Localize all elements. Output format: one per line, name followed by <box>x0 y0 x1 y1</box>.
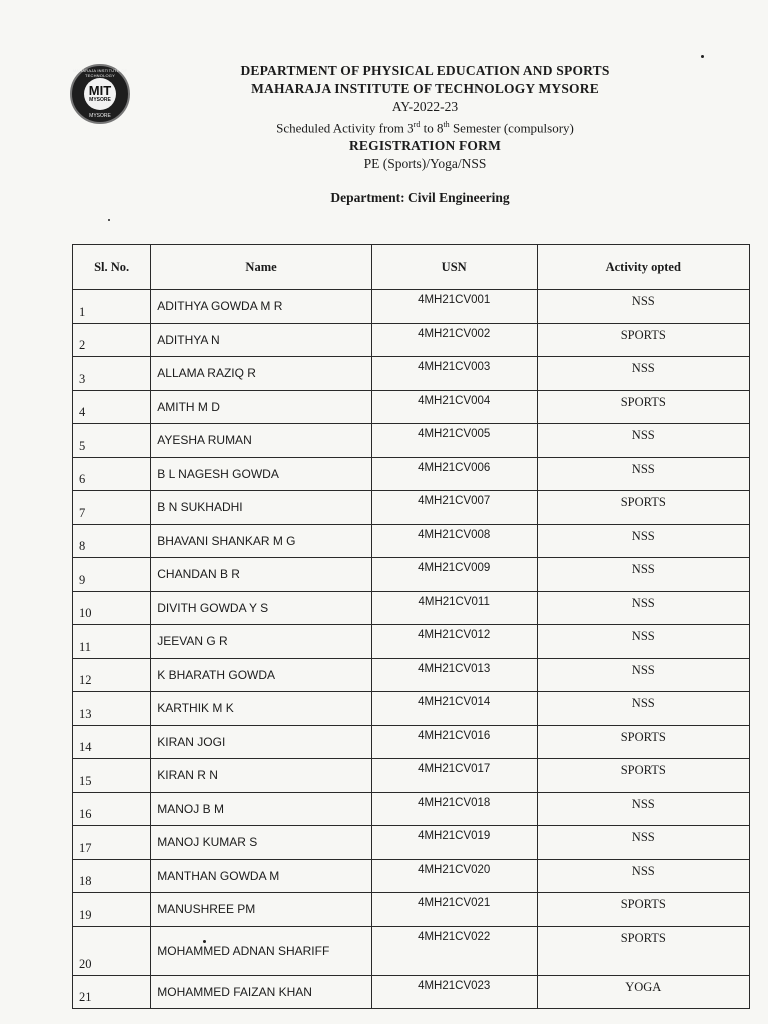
cell-usn: 4MH21CV012 <box>371 625 537 659</box>
table-row <box>73 491 750 525</box>
cell-usn: 4MH21CV003 <box>371 357 537 391</box>
cell-sl-no: 13 <box>73 692 151 726</box>
cell-name: MOHAMMED ADNAN SHARIFF <box>151 926 372 975</box>
cell-sl-no: 8 <box>73 524 151 558</box>
table-row <box>73 859 750 893</box>
cell-sl-no: 3 <box>73 357 151 391</box>
table-row <box>73 524 750 558</box>
table-row <box>73 725 750 759</box>
schedule-mid: to 8 <box>420 120 444 136</box>
table-row <box>73 893 750 927</box>
department-title: DEPARTMENT OF PHYSICAL EDUCATION AND SPORTS <box>240 63 610 78</box>
cell-name: K BHARATH GOWDA <box>151 658 372 692</box>
cell-usn: 4MH21CV018 <box>371 792 537 826</box>
cell-usn: 4MH21CV020 <box>371 859 537 893</box>
logo-city: MYSORE <box>89 97 111 103</box>
scan-speck <box>701 55 704 58</box>
cell-usn: 4MH21CV008 <box>371 524 537 558</box>
table-row <box>73 759 750 793</box>
cell-name: MOHAMMED FAIZAN KHAN <box>151 975 372 1009</box>
table-row <box>73 290 750 324</box>
logo-mark: MIT <box>88 83 112 98</box>
cell-name: KARTHIK M K <box>151 692 372 726</box>
cell-sl-no: 18 <box>73 859 151 893</box>
cell-sl-no: 7 <box>73 491 151 525</box>
schedule-prefix: Scheduled Activity from 3 <box>276 120 414 136</box>
cell-name: CHANDAN B R <box>151 558 372 592</box>
cell-activity: SPORTS <box>537 725 749 759</box>
cell-activity: NSS <box>537 658 749 692</box>
table-row <box>73 558 750 592</box>
cell-name: AYESHA RUMAN <box>151 424 372 458</box>
department-line: Department: Civil Engineering <box>330 190 510 205</box>
cell-activity: SPORTS <box>537 893 749 927</box>
table-row <box>73 926 750 975</box>
registration-table <box>72 244 750 1009</box>
cell-activity: NSS <box>537 290 749 324</box>
cell-activity: NSS <box>537 792 749 826</box>
cell-name: DIVITH GOWDA Y S <box>151 591 372 625</box>
cell-name: ALLAMA RAZIQ R <box>151 357 372 391</box>
document-header <box>180 62 670 173</box>
cell-sl-no: 4 <box>73 390 151 424</box>
institute-logo <box>70 64 130 124</box>
table-row <box>73 424 750 458</box>
logo-ring-text: MAHARAJA INSTITUTE OF TECHNOLOGY <box>72 68 128 78</box>
cell-usn: 4MH21CV004 <box>371 390 537 424</box>
cell-activity: NSS <box>537 424 749 458</box>
cell-usn: 4MH21CV009 <box>371 558 537 592</box>
table-row <box>73 323 750 357</box>
cell-name: KIRAN R N <box>151 759 372 793</box>
cell-name: BHAVANI SHANKAR M G <box>151 524 372 558</box>
cell-sl-no: 10 <box>73 591 151 625</box>
cell-sl-no: 6 <box>73 457 151 491</box>
schedule-sup-th: th <box>443 120 450 129</box>
cell-activity: SPORTS <box>537 390 749 424</box>
cell-sl-no: 14 <box>73 725 151 759</box>
cell-activity: YOGA <box>537 975 749 1009</box>
cell-activity: NSS <box>537 625 749 659</box>
cell-sl-no: 16 <box>73 792 151 826</box>
header-sl-no: Sl. No. <box>73 245 151 290</box>
cell-sl-no: 1 <box>73 290 151 324</box>
table-row <box>73 792 750 826</box>
cell-sl-no: 20 <box>73 926 151 975</box>
cell-usn: 4MH21CV006 <box>371 457 537 491</box>
cell-usn: 4MH21CV002 <box>371 323 537 357</box>
cell-usn: 4MH21CV007 <box>371 491 537 525</box>
cell-activity: SPORTS <box>537 491 749 525</box>
cell-usn: 4MH21CV014 <box>371 692 537 726</box>
cell-usn: 4MH21CV005 <box>371 424 537 458</box>
activity-types: PE (Sports)/Yoga/NSS <box>363 156 487 172</box>
table-row <box>73 658 750 692</box>
cell-activity: NSS <box>537 692 749 726</box>
cell-activity: NSS <box>537 826 749 860</box>
cell-sl-no: 19 <box>73 893 151 927</box>
schedule-suffix: Semester (compulsory) <box>449 120 574 136</box>
header-activity: Activity opted <box>537 245 749 290</box>
table-row <box>73 975 750 1009</box>
cell-usn: 4MH21CV013 <box>371 658 537 692</box>
table-row <box>73 357 750 391</box>
table-row <box>73 625 750 659</box>
cell-activity: NSS <box>537 591 749 625</box>
form-title: REGISTRATION FORM <box>348 138 502 154</box>
table-header-row <box>73 245 750 290</box>
logo-emblem <box>84 78 116 110</box>
cell-usn: 4MH21CV022 <box>371 926 537 975</box>
cell-name: B L NAGESH GOWDA <box>151 457 372 491</box>
cell-activity: SPORTS <box>537 926 749 975</box>
cell-sl-no: 2 <box>73 323 151 357</box>
cell-activity: NSS <box>537 558 749 592</box>
table-row <box>73 826 750 860</box>
schedule-sup-rd: rd <box>413 120 421 129</box>
table-row <box>73 457 750 491</box>
cell-name: AMITH M D <box>151 390 372 424</box>
cell-activity: NSS <box>537 357 749 391</box>
cell-name: MANOJ KUMAR S <box>151 826 372 860</box>
cell-name: JEEVAN G R <box>151 625 372 659</box>
cell-usn: 4MH21CV019 <box>371 826 537 860</box>
scan-speck <box>108 219 110 221</box>
cell-name: MANUSHREE PM <box>151 893 372 927</box>
cell-activity: SPORTS <box>537 759 749 793</box>
cell-usn: 4MH21CV016 <box>371 725 537 759</box>
table-row <box>73 692 750 726</box>
table-row <box>73 390 750 424</box>
cell-activity: SPORTS <box>537 323 749 357</box>
header-usn: USN <box>371 245 537 290</box>
cell-usn: 4MH21CV023 <box>371 975 537 1009</box>
institute-title: MAHARAJA INSTITUTE OF TECHNOLOGY MYSORE <box>251 81 599 96</box>
cell-usn: 4MH21CV017 <box>371 759 537 793</box>
cell-sl-no: 12 <box>73 658 151 692</box>
cell-sl-no: 15 <box>73 759 151 793</box>
cell-usn: 4MH21CV011 <box>371 591 537 625</box>
header-name: Name <box>151 245 372 290</box>
cell-usn: 4MH21CV021 <box>371 893 537 927</box>
cell-sl-no: 5 <box>73 424 151 458</box>
cell-usn: 4MH21CV001 <box>371 290 537 324</box>
cell-activity: NSS <box>537 457 749 491</box>
cell-name: B N SUKHADHI <box>151 491 372 525</box>
logo-ring-bottom: MYSORE <box>89 113 111 119</box>
cell-activity: NSS <box>537 524 749 558</box>
schedule-line <box>180 116 670 137</box>
cell-name: MANOJ B M <box>151 792 372 826</box>
cell-name: KIRAN JOGI <box>151 725 372 759</box>
cell-sl-no: 9 <box>73 558 151 592</box>
academic-year: AY-2022-23 <box>391 99 459 114</box>
cell-sl-no: 11 <box>73 625 151 659</box>
cell-name: ADITHYA N <box>151 323 372 357</box>
cell-activity: NSS <box>537 859 749 893</box>
cell-name: MANTHAN GOWDA M <box>151 859 372 893</box>
table-row <box>73 591 750 625</box>
cell-sl-no: 21 <box>73 975 151 1009</box>
cell-name: ADITHYA GOWDA M R <box>151 290 372 324</box>
cell-sl-no: 17 <box>73 826 151 860</box>
